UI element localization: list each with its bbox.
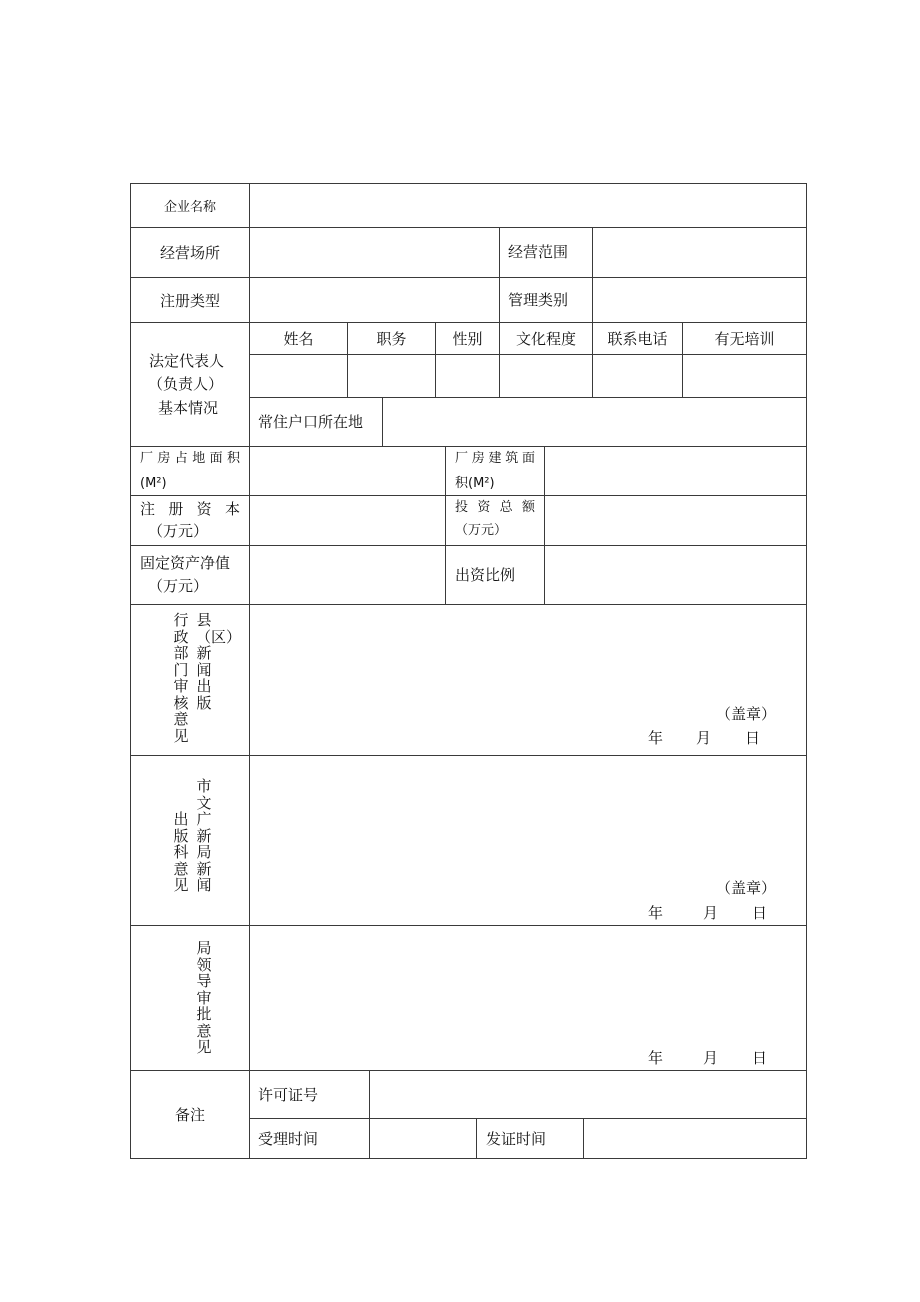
county-review-year: 年 [648,729,664,747]
bureau-approval-label: 局领导审批意见 [196,939,212,1056]
total-investment-field[interactable] [545,496,806,545]
capital-ratio-label: 出资比例 [455,566,516,584]
issue-time-label: 发证时间 [486,1130,547,1148]
business-place-field[interactable] [250,228,499,277]
fixed-assets-label: 固定资产净值 [140,554,231,572]
county-review-seal: （盖章） [716,705,777,723]
company-name-field[interactable] [250,184,806,227]
column-header-gender: 性别 [452,330,483,348]
city-review-field[interactable] [250,756,806,925]
legal-rep-label-line2: （负责人） [148,375,224,393]
legal-rep-label-line3: 基本情况 [158,399,219,417]
legal-rep-name-field[interactable] [250,355,347,397]
plant-build-area-label: 厂房建筑面 [455,451,535,466]
legal-rep-label-line1: 法定代表人 [149,352,225,370]
plant-build-area-field[interactable] [545,447,806,495]
plant-land-area-unit: (M²) [140,476,167,491]
business-place-label: 经营场所 [159,244,220,262]
bureau-approval-month: 月 [703,1049,719,1067]
column-header-name: 姓名 [283,330,314,348]
column-header-position: 职务 [376,330,407,348]
total-investment-unit: （万元） [455,523,508,538]
rule [130,183,131,1159]
rule [445,446,446,605]
legal-rep-gender-field[interactable] [436,355,499,397]
county-review-day: 日 [745,729,761,747]
rule [499,227,500,323]
plant-land-area-label: 厂房占地面积 [140,451,240,466]
city-review-label-col-b: 市文广新局新闻 [196,777,212,894]
license-number-label: 许可证号 [258,1086,319,1104]
company-name-label: 企业名称 [163,200,216,215]
registration-type-field[interactable] [250,278,499,322]
rule [130,1158,807,1159]
bureau-approval-day: 日 [752,1049,768,1067]
legal-rep-position-field[interactable] [348,355,435,397]
license-number-field[interactable] [370,1071,806,1118]
management-category-field[interactable] [593,278,806,322]
business-scope-field[interactable] [593,228,806,277]
capital-ratio-field[interactable] [545,546,806,604]
legal-rep-education-field[interactable] [500,355,592,397]
rule [476,1118,477,1159]
city-review-label-col-a: 出版科意见 [173,810,189,894]
county-review-label-col-a: 行政部门审核意见 [173,611,189,745]
city-review-seal: （盖章） [716,879,777,897]
fixed-assets-unit: （万元） [148,577,209,595]
column-header-training: 有无培训 [714,330,775,348]
column-header-phone: 联系电话 [607,330,668,348]
bureau-approval-field[interactable] [250,926,806,1070]
legal-rep-training-field[interactable] [683,355,806,397]
issue-time-field[interactable] [584,1119,806,1158]
plant-land-area-field[interactable] [250,447,445,495]
legal-rep-phone-field[interactable] [593,355,682,397]
remarks-label: 备注 [174,1106,205,1124]
fixed-assets-field[interactable] [250,546,445,604]
management-category-label: 管理类别 [508,291,569,309]
city-review-year: 年 [648,904,664,922]
total-investment-label: 投资总额 [455,500,535,515]
rule [806,183,807,1159]
accept-time-label: 受理时间 [258,1130,319,1148]
registered-capital-unit: （万元） [148,522,209,540]
plant-build-area-unit: 积(M²) [455,476,495,491]
accept-time-field[interactable] [370,1119,476,1158]
registration-type-label: 注册类型 [159,291,220,310]
registered-capital-label: 注册资本 [140,500,240,518]
city-review-month: 月 [703,904,719,922]
county-review-label-col-b: 县（区）新闻出版 [196,611,242,712]
residence-field[interactable] [383,398,806,446]
county-review-field[interactable] [250,605,806,755]
business-scope-label: 经营范围 [508,243,569,261]
column-header-education: 文化程度 [515,330,576,348]
city-review-day: 日 [752,904,768,922]
registered-capital-field[interactable] [250,496,445,545]
residence-label: 常住户口所在地 [258,413,364,431]
bureau-approval-year: 年 [648,1049,664,1067]
county-review-month: 月 [696,729,712,747]
